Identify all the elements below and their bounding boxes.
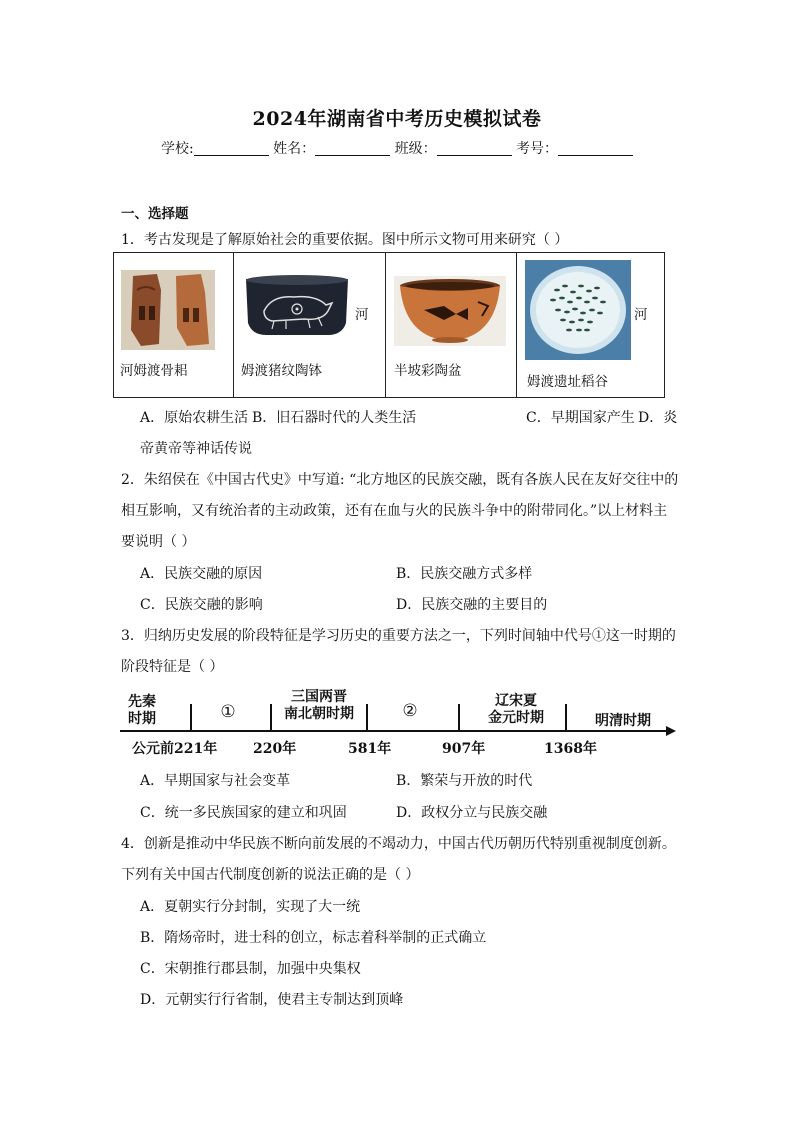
q4-stem-line: 4．创新是推动中华民族不断向前发展的不竭动力，中国古代历朝历代特别重视制度创新。 xyxy=(121,836,676,852)
artifact-side-char: 河 xyxy=(634,307,648,323)
q3-option-d[interactable]: D．政权分立与民族交融 xyxy=(396,805,548,821)
q3-option-c[interactable]: C．统一多民族国家的建立和巩固 xyxy=(140,805,347,821)
timeline-year: 公元前221年 xyxy=(132,741,218,757)
class-blank[interactable] xyxy=(437,141,512,156)
name-label: 姓名： xyxy=(273,141,316,157)
section-heading: 一、选择题 xyxy=(121,206,189,222)
q4-stem-line: 下列有关中国古代制度创新的说法正确的是（ ） xyxy=(121,867,420,883)
artifact-caption: 河姆渡骨耜 xyxy=(120,363,188,379)
rice-grains-image xyxy=(525,260,631,360)
school-blank[interactable] xyxy=(194,141,269,156)
painted-basin-image xyxy=(394,276,506,346)
timeline-period: 三国两晋 南北朝时期 xyxy=(284,689,354,722)
artifact-side-char: 河 xyxy=(355,307,369,323)
artifact-caption: 姆渡遗址稻谷 xyxy=(527,374,608,390)
timeline-tick xyxy=(565,704,567,731)
q1-option-b[interactable]: B．旧石器时代的人类生活 xyxy=(252,410,417,426)
school-label: 学校: xyxy=(160,141,194,157)
student-info-line xyxy=(0,138,794,158)
q1-option-d-continued: 帝黄帝等神话传说 xyxy=(140,441,252,457)
timeline-period-marker: ① xyxy=(220,702,236,722)
q2-option-b[interactable]: B．民族交融方式多样 xyxy=(396,566,533,582)
artifact-table xyxy=(113,252,665,398)
page-title: 2024年湖南省中考历史模拟试卷 xyxy=(252,108,542,130)
timeline-tick xyxy=(190,704,192,731)
q4-option-a[interactable]: A．夏朝实行分封制，实现了大一统 xyxy=(140,899,361,915)
q4-option-d[interactable]: D．元朝实行行省制，使君主专制达到顶峰 xyxy=(140,992,404,1008)
exam-number-blank[interactable] xyxy=(558,141,633,156)
q2-option-d[interactable]: D．民族交融的主要目的 xyxy=(396,597,548,613)
timeline-year: 907年 xyxy=(442,741,486,757)
artifact-cell-painted-basin xyxy=(386,253,517,397)
q4-option-c[interactable]: C．宋朝推行郡县制，加强中央集权 xyxy=(140,961,361,977)
timeline-period: 先秦 时期 xyxy=(128,694,156,727)
artifact-caption: 半坡彩陶盆 xyxy=(394,363,462,379)
q1-stem: 1．考古发现是了解原始社会的重要依据。图中所示文物可用来研究（ ） xyxy=(121,232,569,248)
timeline-axis xyxy=(120,730,668,732)
timeline-arrow-icon xyxy=(666,726,676,736)
q3-option-a[interactable]: A．早期国家与社会变革 xyxy=(140,773,291,789)
q1-option-a[interactable]: A．原始农耕生活 xyxy=(140,410,249,426)
artifact-cell-pig-bowl xyxy=(234,253,386,397)
name-blank[interactable] xyxy=(315,141,390,156)
class-label: 班级： xyxy=(394,141,437,157)
q1-option-c[interactable]: C．早期国家产生 xyxy=(526,410,635,426)
timeline-year: 220年 xyxy=(253,741,297,757)
timeline-period: 明清时期 xyxy=(595,713,651,729)
q3-stem-line: 3．归纳历史发展的阶段特征是学习历史的重要方法之一，下列时间轴中代号①这一时期的 xyxy=(121,628,676,644)
bone-spade-image xyxy=(121,270,215,350)
artifact-caption: 姆渡猪纹陶钵 xyxy=(241,363,322,379)
artifact-cell-rice-grains xyxy=(517,253,664,397)
artifact-cell-bone-spade xyxy=(114,253,234,397)
q2-stem-line: 相互影响，又有统治者的主动政策，还有在血与火的民族斗争中的附带同化。”以上材料主 xyxy=(121,503,668,519)
q1-option-d[interactable]: D．炎 xyxy=(638,410,678,426)
q2-stem-line: 要说明（ ） xyxy=(121,534,196,550)
exam-number-label: 考号： xyxy=(516,141,559,157)
q2-option-c[interactable]: C．民族交融的影响 xyxy=(140,597,263,613)
q3-option-b[interactable]: B．繁荣与开放的时代 xyxy=(396,773,533,789)
timeline-year: 581年 xyxy=(348,741,392,757)
timeline-year: 1368年 xyxy=(544,741,597,757)
timeline-tick xyxy=(366,704,368,731)
timeline-period-marker: ② xyxy=(402,701,418,721)
pig-bowl-image xyxy=(242,273,352,339)
timeline-period: 辽宋夏 金元时期 xyxy=(488,693,544,726)
q2-stem-line: 2．朱绍侯在《中国古代史》中写道: “北方地区的民族交融，既有各族人民在友好交往中的 xyxy=(121,472,679,488)
history-timeline xyxy=(120,690,680,760)
q3-stem-line: 阶段特征是（ ） xyxy=(121,659,224,675)
timeline-tick xyxy=(458,704,460,731)
q2-option-a[interactable]: A．民族交融的原因 xyxy=(140,566,263,582)
timeline-tick xyxy=(270,704,272,731)
q4-option-b[interactable]: B．隋炀帝时，进士科的创立，标志着科举制的正式确立 xyxy=(140,930,487,946)
